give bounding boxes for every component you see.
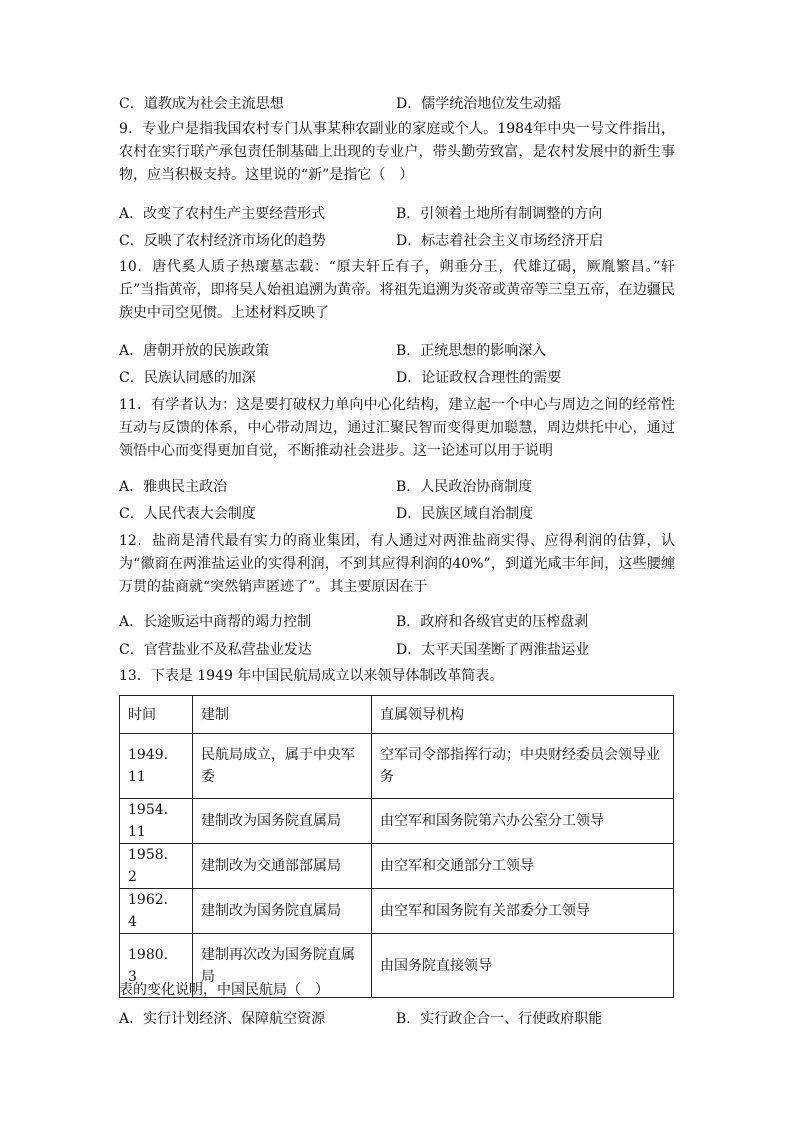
- q10-options-cd: [119, 368, 675, 388]
- q13-intro: 13．下表是 1949 年中国民航局成立以来领导体制改革简表。: [119, 668, 504, 684]
- q10-stem: 10．唐代奚人质子热瓌墓志载：“原夫轩丘有子，朔垂分王，代雄辽碣，厥胤繁昌。”轩丘”当指黄帝，即将吴人始祖追溯为黄帝。将祖先追溯为炎帝或黄帝等三皇五帝，在边疆民族史中司空见惯。上述材料反映了: [119, 259, 675, 321]
- q9-option-b: B．引领着土地所有制调整的方向: [396, 206, 603, 222]
- q11-option-a: A．雅典民主政治: [119, 479, 228, 495]
- table-cell-time: 1980．3: [120, 934, 193, 998]
- table-cell-system: 民航局成立，属于中央军委: [193, 734, 372, 799]
- q13-option-a: A．实行计划经济、保障航空资源: [119, 1011, 326, 1027]
- table-cell-system: 建制改为国务院直属局: [193, 889, 372, 934]
- q12-option-c: C．官营盐业不及私营盐业发达: [119, 642, 312, 658]
- table-cell-time: 1958．2: [120, 844, 193, 889]
- table-cell-time: 1949．11: [120, 734, 193, 799]
- q13-table: [119, 695, 674, 998]
- q11-options-ab: [119, 477, 675, 497]
- table-cell-time: 1962．4: [120, 889, 193, 934]
- prev-option-c: C．道教成为社会主流思想: [119, 96, 284, 112]
- table-cell-time: 1954．11: [120, 799, 193, 844]
- table-cell-authority: 空军司令部指挥行动；中央财经委员会领导业务: [372, 734, 674, 799]
- q10-option-b: B．正统思想的影响深入: [396, 343, 547, 359]
- table-cell-system: 建制改为国务院直属局: [193, 799, 372, 844]
- q12-option-b: B．政府和各级官吏的压榨盘剥: [396, 614, 589, 630]
- q10-option-d: D．论证政权合理性的需要: [396, 370, 562, 386]
- q11-options-cd: [119, 504, 675, 524]
- q10-options-ab: [119, 341, 675, 361]
- table-header-time: 时间: [120, 696, 193, 734]
- q11-stem: 11．有学者认为：这是要打破权力单向中心化结构，建立起一个中心与周边之间的经常性互动与反馈的体系，中心带动周边，通过汇聚民智而变得更加聪慧，周边烘托中心，通过领悟中心而变得更加自觉，不断推动社会进步。这一论述可以用于说明: [119, 397, 675, 459]
- table-row: [120, 844, 674, 889]
- table-row: [120, 799, 674, 844]
- q12-options-ab: [119, 612, 675, 632]
- q9-options-cd: [119, 231, 675, 251]
- table-cell-authority: 由国务院直接领导: [372, 934, 674, 998]
- q9-stem: 9．专业户是指我国农村专门从事某种农副业的家庭或个人。1984年中央一号文件指出，农村在实行联产承包责任制基础上出现的专业户，带头勤劳致富，是农村发展中的新生事物，应当积极支持。这里说的“新”是指它（ ）: [119, 121, 675, 183]
- q11-option-b: B．人民政治协商制度: [396, 479, 533, 495]
- q12-stem: 12．盐商是清代最有实力的商业集团，有人通过对两淮盐商实得、应得利润的估算，认为“徽商在两淮盐运业的实得利润，不到其应得利润的40%”，到道光咸丰年间，这些腰缠万贯的盐商就“突然销声匿迹了”。其主要原因在于: [119, 533, 675, 595]
- q9-option-c: C．反映了农村经济市场化的趋势: [119, 233, 326, 249]
- q10-option-c: C．民族认同感的加深: [119, 370, 256, 386]
- table-row: [120, 889, 674, 934]
- prev-option-d: D．儒学统治地位发生动摇: [396, 96, 562, 112]
- table-cell-authority: 由空军和国务院第六办公室分工领导: [372, 799, 674, 844]
- q12-option-d: D．太平天国垄断了两淮盐运业: [396, 642, 590, 658]
- q13-option-b: B．实行政企合一、行使政府职能: [396, 1011, 603, 1027]
- q13-options-ab: [119, 1009, 675, 1029]
- q11-option-d: D．民族区域自治制度: [396, 506, 534, 522]
- q10-option-a: A．唐朝开放的民族政策: [119, 343, 270, 359]
- table-header-row: [120, 696, 674, 734]
- prev-options-cd: [119, 94, 675, 114]
- q9-options-ab: [119, 204, 675, 224]
- table-row: [120, 734, 674, 799]
- q13-after-table: 表的变化说明，中国民航局（ ）: [119, 982, 329, 998]
- q12-options-cd: [119, 640, 675, 660]
- table-cell-authority: 由空军和交通部分工领导: [372, 844, 674, 889]
- q9-option-d: D．标志着社会主义市场经济开启: [396, 233, 604, 249]
- table-header-authority: 直属领导机构: [372, 696, 674, 734]
- table-cell-authority: 由空军和国务院有关部委分工领导: [372, 889, 674, 934]
- table-cell-system: 建制再次改为国务院直属局: [193, 934, 372, 998]
- q11-option-c: C．人民代表大会制度: [119, 506, 256, 522]
- table-header-system: 建制: [193, 696, 372, 734]
- q9-option-a: A．改变了农村生产主要经营形式: [119, 206, 326, 222]
- table-cell-system: 建制改为交通部部属局: [193, 844, 372, 889]
- q12-option-a: A．长途贩运中商帮的竭力控制: [119, 614, 312, 630]
